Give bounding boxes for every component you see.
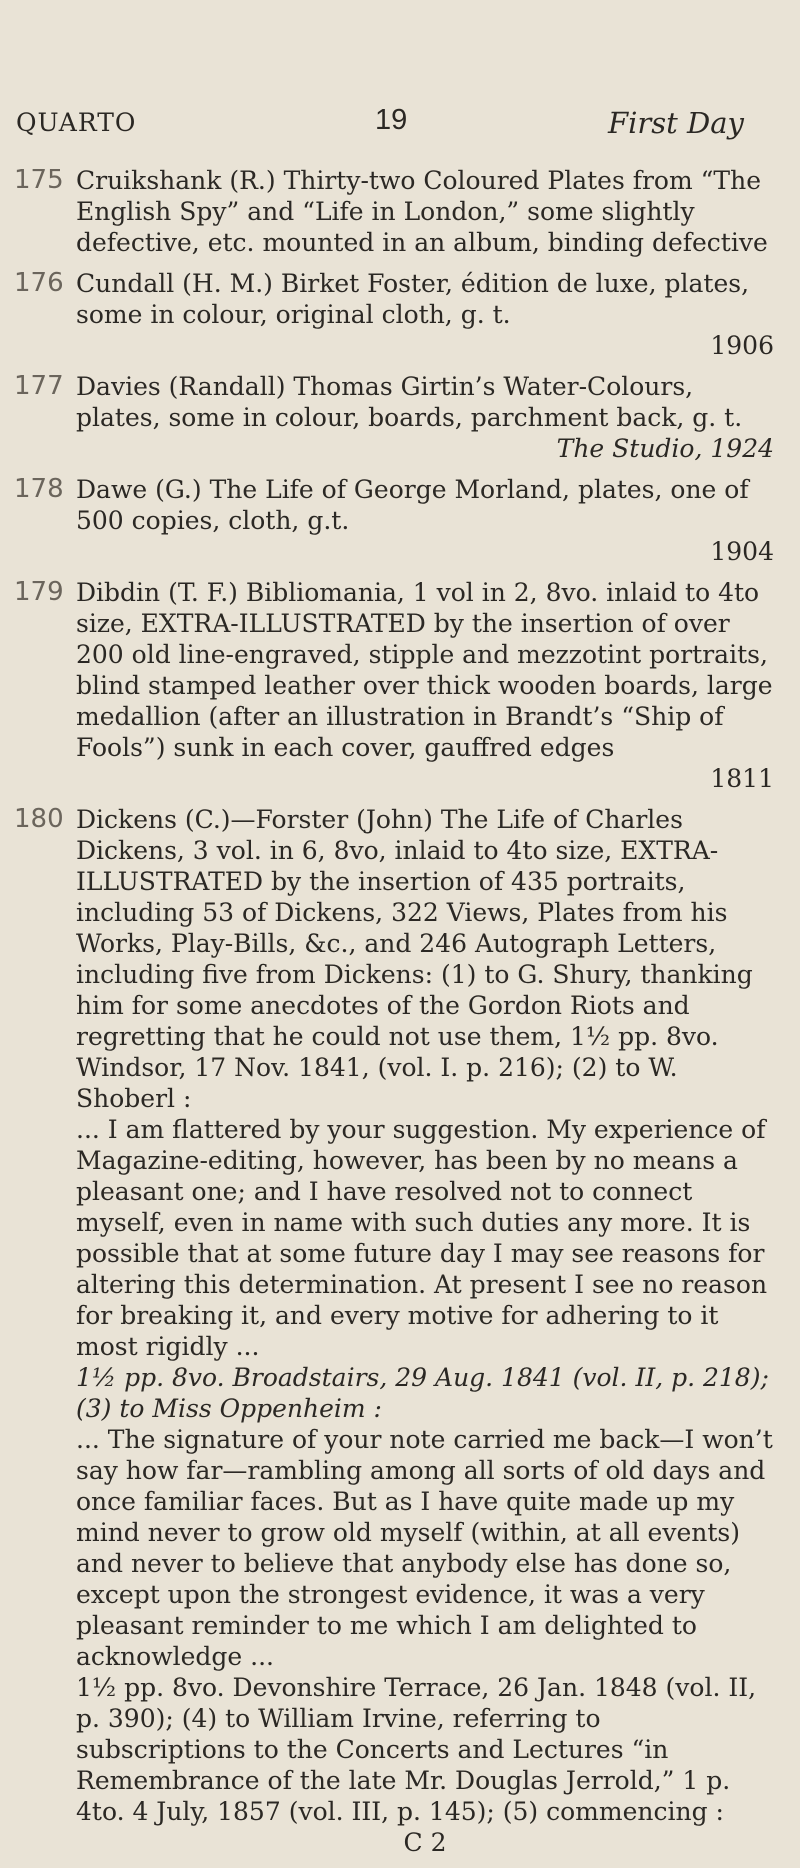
lot-entry <box>0 371 800 464</box>
catalogue-entries <box>0 165 800 1868</box>
lot-entry <box>0 577 800 794</box>
lot-description: Cruikshank (R.) Thirty-two Coloured Plates from “The English Spy” and “Life in London,” some slightly defective, etc. mounted in an album, binding defective <box>76 166 768 257</box>
running-header <box>0 104 800 148</box>
lot-description: Davies (Randall) Thomas Girtin’s Water-Colours, plates, some in colour, boards, parchment back, g. t. <box>76 372 743 432</box>
lot-description: Cundall (H. M.) Birket Foster, édition de luxe, plates, some in colour, original cloth, g. t. <box>76 269 750 329</box>
lot-number: 176 <box>14 268 64 298</box>
lot-description: Dibdin (T. F.) Bibliomania, 1 vol in 2, 8vo. inlaid to 4to size, EXTRA-ILLUSTRATED by the insertion of over 200 old line-engraved, stipple and mezzotint portraits, blind stamped leather over thick wooden boards, large medallion (after an illustration in Brandt’s “Ship of Fools”) sunk in each cover, gauffred edges <box>76 578 773 762</box>
letter-quote: ... I am flattered by your suggestion. My experience of Magazine-editing, however, has been by no means a pleasant one; and I have resolved not to connect myself, even in name with such duties any more. It is possible that at some future day I may see reasons for altering this determination. At present I see no reason for breaking it, and every motive for adhering to it most rigidly ... <box>76 1115 768 1361</box>
lot-description: Dawe (G.) The Life of George Morland, plates, one of 500 copies, cloth, g.t. <box>76 475 749 535</box>
lot-date: The Studio, 1924 <box>556 434 774 463</box>
lot-date: 1906 <box>710 331 774 360</box>
letter-quote: ... The signature of your note carried me back—I won’t say how far—rambling among all sorts of old days and once familiar faces. But as I have quite made up my mind never to grow old myself (within, at all events) and never to believe that anybody else has done so, except upon the strongest evidence, it was a very pleasant reminder to me which I am delighted to acknowledge ... <box>76 1425 773 1671</box>
lot-description: Dickens (C.)—Forster (John) The Life of Charles Dickens, 3 vol. in 6, 8vo, inlaid to 4to size, EXTRA-ILLUSTRATED by the insertion of 435 portraits, including 53 of Dickens, 322 Views, Plates from his Works, Play-Bills, &c., and 246 Autograph Letters, including five from Dickens: (1) to G. Shury, thanking him for some anecdotes of the Gordon Riots and regretting that he could not use them, 1½ pp. 8vo. Windsor, 17 Nov. 1841, (vol. I. p. 216); (2) to W. Shoberl : <box>76 805 753 1113</box>
header-day: First Day <box>608 106 744 140</box>
lot-date: 1904 <box>710 537 774 566</box>
lot-entry <box>0 268 800 361</box>
lot-entry <box>0 474 800 567</box>
lot-entry <box>0 165 800 258</box>
signature-mark: C 2 <box>403 1828 447 1857</box>
lot-entry <box>0 804 800 1858</box>
lot-number: 179 <box>14 577 64 607</box>
header-format: QUARTO <box>16 108 137 137</box>
page-number: 19 <box>375 104 408 136</box>
lot-number: 178 <box>14 474 64 504</box>
letter-details: 1½ pp. 8vo. Devonshire Terrace, 26 Jan. 1848 (vol. II, p. 390); (4) to William Irvine, referring to subscriptions to the Concerts and Lectures “in Remembrance of the late Mr. Douglas Jerrold,” 1 p. 4to. 4 July, 1857 (vol. III, p. 145); (5) commencing : <box>76 1673 757 1826</box>
lot-number: 175 <box>14 165 64 195</box>
lot-number: 177 <box>14 371 64 401</box>
letter-details: 1½ pp. 8vo. Broadstairs, 29 Aug. 1841 (vol. II, p. 218); (3) to Miss Oppenheim : <box>76 1363 769 1423</box>
lot-date: 1811 <box>710 764 774 793</box>
lot-number: 180 <box>14 804 64 834</box>
